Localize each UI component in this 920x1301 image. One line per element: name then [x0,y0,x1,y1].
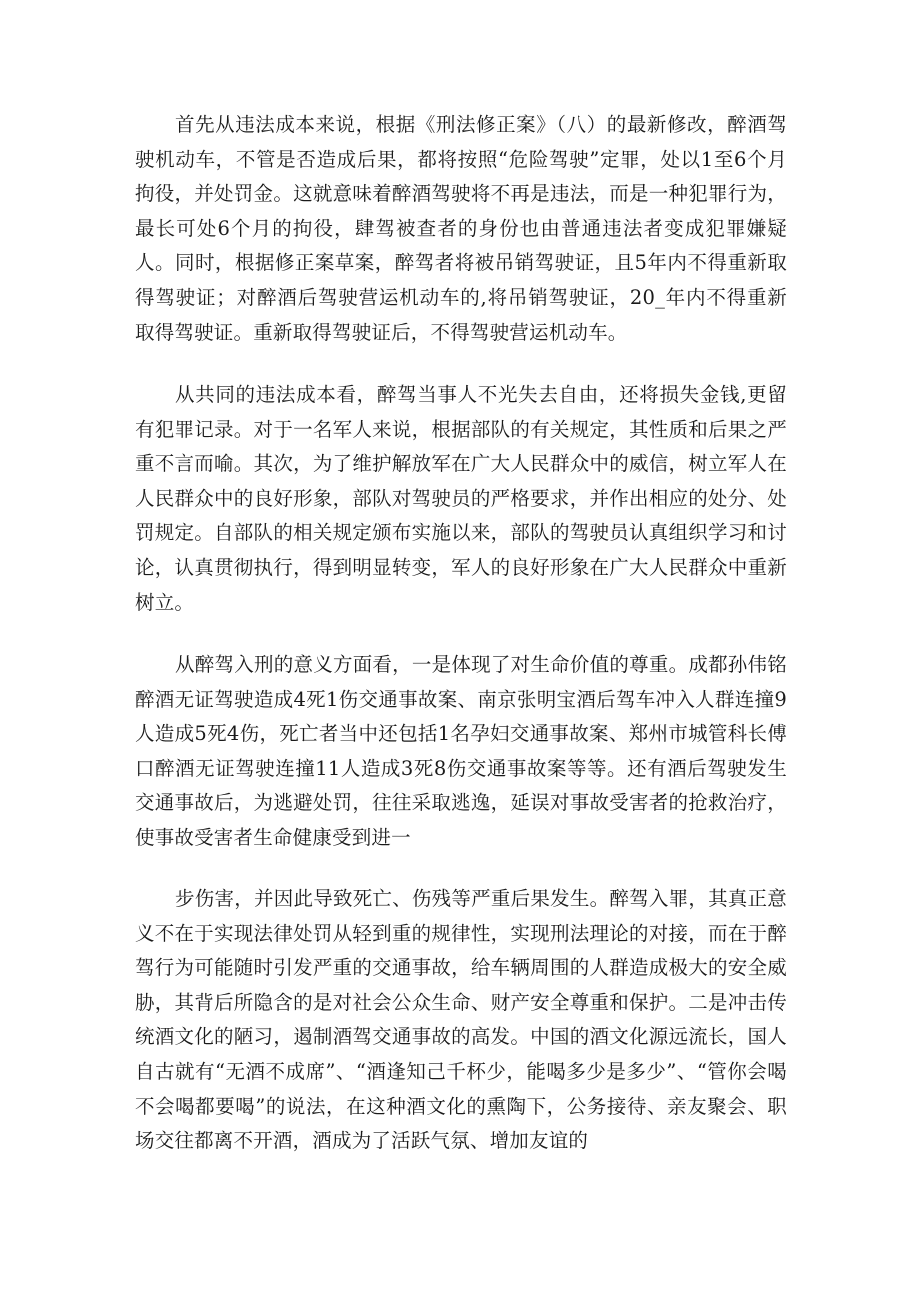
paragraph-common-cost: 从共同的违法成本看，醉驾当事人不光失去自由，还将损失金钱,更留有犯罪记录。对于一名军人来说，根据部队的有关规定，其性质和后果之严重不言而喻。其次，为了维护解放军在广大人民群众中的威信，树立军人在人民群众中的良好形象，部队对驾驶员的严格要求，并作出相应的处分、处罚规定。自部队的相关规定颁布实施以来，部队的驾驶员认真组织学习和讨论，认真贯彻执行，得到明显转变，军人的良好形象在广大人民群众中重新树立。 [135,383,787,614]
paragraph-violation-cost: 首先从违法成本来说，根据《刑法修正案》（八）的最新修改，醉酒驾驶机动车，不管是否造成后果，都将按照“危险驾驶”定罪，处以1至6个月拘役，并处罚金。这就意味着醉酒驾驶将不再是违法，而是一种犯罪行为，最长可处6个月的拘役，肆驾被查者的身份也由普通违法者变成犯罪嫌疑人。同时，根据修正案草案，醉驾者将被吊销驾驶证，且5年内不得重新取得驾驶证；对醉酒后驾驶营运机动车的,将吊销驾驶证，20_年内不得重新取得驾驶证。重新取得驾驶证后，不得驾驶营运机动车。 [135,113,787,344]
paragraph-significance-continued: 步伤害，并因此导致死亡、伤残等严重后果发生。醉驾入罪，其真正意义不在于实现法律处罚从轻到重的规律性，实现刑法理论的对接，而在于醉驾行为可能随时引发严重的交通事故，给车辆周围的人群造成极大的安全威胁，其背后所隐含的是对社会公众生命、财产安全尊重和保护。二是冲击传统酒文化的陋习，遏制酒驾交通事故的高发。中国的酒文化源远流长，国人自古就有“无酒不成席”、“酒逢知己千杯少，能喝多少是多少”、“管你会喝不会喝都要喝”的说法，在这种酒文化的熏陶下，公务接待、亲友聚会、职场交往都离不开酒，酒成为了活跃气氛、增加友谊的 [135,887,787,1153]
paragraph-significance: 从醉驾入刑的意义方面看，一是体现了对生命价值的尊重。成都孙伟铭醉酒无证驾驶造成4死1伤交通事故案、南京张明宝酒后驾车冲入人群连撞9人造成5死4伤，死亡者当中还包括1名孕妇交通事故案、郑州市城管科长傅口醉酒无证驾驶连撞11人造成3死8伤交通事故案等等。还有酒后驾驶发生交通事故后，为逃避处罚，往往采取逃逸，延误对事故受害者的抢救治疗，使事故受害者生命健康受到进一 [135,653,787,849]
